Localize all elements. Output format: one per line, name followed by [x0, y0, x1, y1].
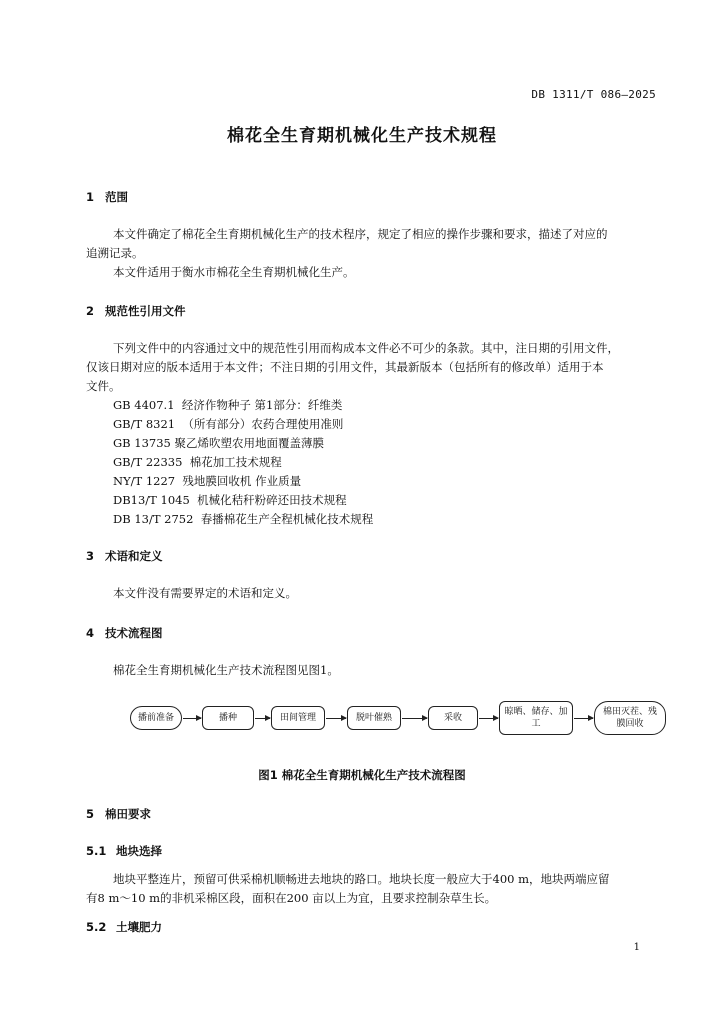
section-5-1-paragraph-1: [86, 870, 656, 908]
section-title: 技术流程图: [105, 626, 163, 640]
text-line: 追溯记录。: [86, 246, 144, 260]
section-number: 2: [86, 304, 95, 318]
section-title: 范围: [105, 190, 128, 204]
page-number: 1: [633, 942, 640, 953]
section-4-paragraph-1: [86, 661, 656, 680]
section-number: 3: [86, 549, 95, 563]
text-line: 本文件适用于衡水市棉花全生育期机械化生产。: [113, 265, 355, 279]
flow-node-prep: 播前准备: [130, 706, 182, 730]
text-line: 本文件确定了棉花全生育期机械化生产的技术程序，规定了相应的操作步骤和要求，描述了对应的: [113, 227, 608, 241]
flow-arrow: [183, 718, 201, 719]
flow-node-sowing: 播种: [202, 706, 254, 730]
flow-node-field-mgmt: 田间管理: [271, 706, 325, 730]
section-5-1-heading: [86, 843, 162, 859]
section-4-heading: [86, 625, 163, 641]
reference-item: GB 4407.1 经济作物种子 第1部分：纤维类: [113, 398, 343, 412]
section-2-paragraph-1: [86, 339, 656, 396]
section-5-2-heading: [86, 919, 162, 935]
standard-code: DB 1311/T 086—2025: [531, 88, 656, 101]
text-line: 地块平整连片，预留可供采棉机顺畅进去地块的路口。地块长度一般应大于400 m，地块两端应留: [113, 872, 610, 886]
flow-arrow: [255, 718, 270, 719]
section-number: 4: [86, 626, 95, 640]
process-flowchart: [128, 701, 668, 737]
document-title: 棉花全生育期机械化生产技术规程: [227, 126, 497, 146]
text-line: 棉花全生育期机械化生产技术流程图见图1。: [113, 663, 339, 677]
flow-node-drying-storage: 晾晒、储存、加工: [499, 701, 573, 735]
section-title: 规范性引用文件: [105, 304, 186, 318]
figure-caption: 图1 棉花全生育期机械化生产技术流程图: [258, 768, 466, 782]
flow-node-defoliation: 脱叶催熟: [347, 706, 401, 730]
text-line: 下列文件中的内容通过文中的规范性引用而构成本文件必不可少的条款。其中，注日期的引用文件，: [113, 341, 619, 355]
text-line: 仅该日期对应的版本适用于本文件；不注日期的引用文件，其最新版本（包括所有的修改单）适用于本: [86, 360, 604, 374]
reference-item: GB/T 8321 （所有部分）农药合理使用准则: [113, 417, 344, 431]
flow-arrow: [574, 718, 593, 719]
section-3-heading: [86, 548, 163, 564]
flow-node-stubble-film: 棉田灭茬、残膜回收: [594, 701, 666, 735]
flow-node-harvest: 采收: [428, 706, 478, 730]
section-title: 棉田要求: [105, 807, 151, 821]
section-1-heading: [86, 189, 128, 205]
flow-arrow: [402, 718, 427, 719]
flow-arrow: [479, 718, 498, 719]
text-line: 本文件没有需要界定的术语和定义。: [113, 586, 297, 600]
section-number: 5.1: [86, 844, 107, 858]
section-title: 术语和定义: [105, 549, 163, 563]
reference-item: DB13/T 1045 机械化秸秆粉碎还田技术规程: [113, 493, 347, 507]
section-number: 5: [86, 807, 95, 821]
section-title: 土壤肥力: [116, 920, 162, 934]
section-number: 5.2: [86, 920, 107, 934]
section-title: 地块选择: [116, 844, 162, 858]
flow-arrow: [326, 718, 346, 719]
reference-item: NY/T 1227 残地膜回收机 作业质量: [113, 474, 302, 488]
reference-item: DB 13/T 2752 春播棉花生产全程机械化技术规程: [113, 512, 374, 526]
reference-item: GB 13735 聚乙烯吹塑农用地面覆盖薄膜: [113, 436, 325, 450]
section-3-paragraph-1: [86, 584, 656, 603]
text-line: 文件。: [86, 379, 121, 393]
text-line: 有8 m～10 m的非机采棉区段，面积在200 亩以上为宜，且要求控制杂草生长。: [86, 891, 497, 905]
reference-item: GB/T 22335 棉花加工技术规程: [113, 455, 282, 469]
section-1-paragraph-1: [86, 225, 656, 263]
section-1-paragraph-2: [86, 263, 656, 282]
section-5-heading: [86, 806, 151, 822]
section-2-heading: [86, 303, 186, 319]
section-number: 1: [86, 190, 95, 204]
